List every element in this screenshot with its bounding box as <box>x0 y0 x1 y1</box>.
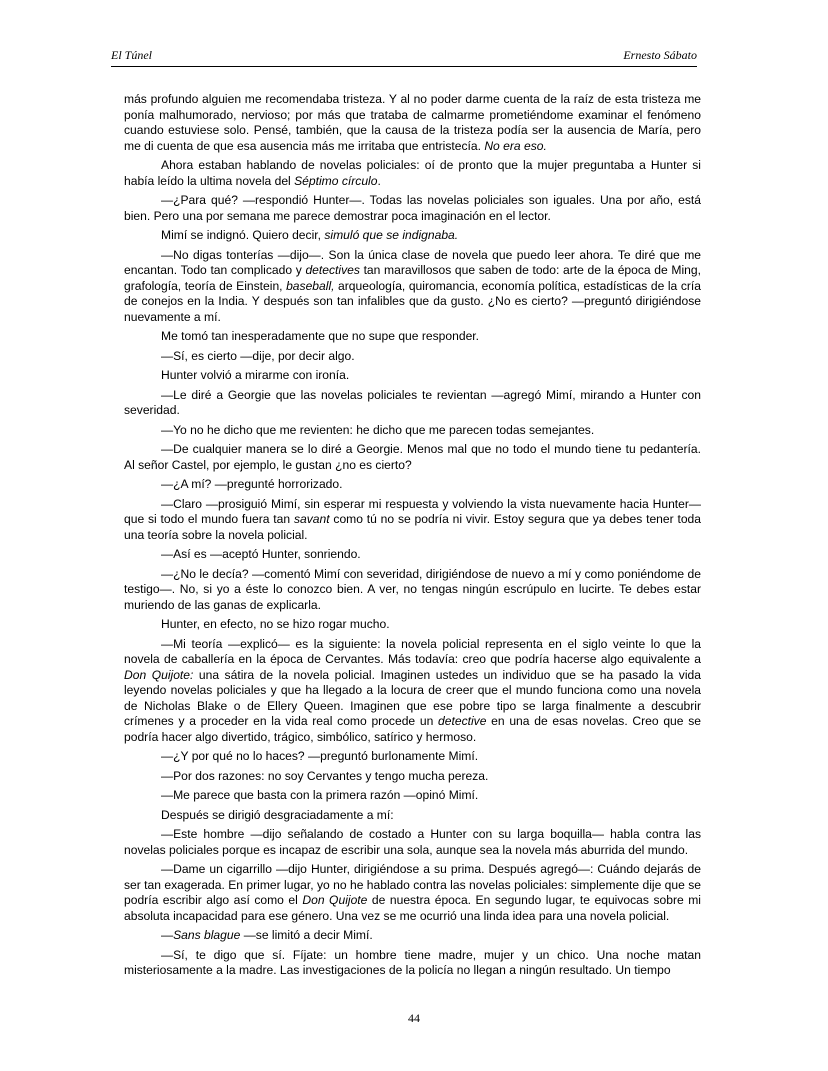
paragraph <box>124 928 701 944</box>
paragraph <box>124 368 701 384</box>
paragraph <box>124 388 701 419</box>
paragraph <box>124 477 701 493</box>
italic-text: simuló que se indignaba. <box>324 228 459 242</box>
text-run: una sátira de la novela policial. Imaginen ustedes un individuo que se ha pasado la vida leyendo novelas policiales y que ha llegado a la locura de creer que el mundo funciona como una novela de Nicholas Blake o de Ellery Queen. Imaginen que ese pobre tipo se larga finalmente a descubrir crímenes y a proceder en la vida real como procede un <box>124 667 701 728</box>
paragraph <box>124 808 701 824</box>
paragraph <box>124 329 701 345</box>
text-run: —¿Y por qué no lo haces? —preguntó burlonamente Mimí. <box>161 749 479 763</box>
italic-text: Don Quijote <box>302 893 368 907</box>
text-run: —¿A mí? —pregunté horrorizado. <box>161 477 343 491</box>
text-run: —De cualquier manera se lo diré a Georgie. Menos mal que no todo el mundo tiene tu pedantería. Al señor Castel, por ejemplo, le gustan ¿no es cierto? <box>124 442 701 472</box>
paragraph <box>124 749 701 765</box>
text-run: —Yo no he dicho que me revienten: he dicho que me parecen todas semejantes. <box>161 422 595 437</box>
italic-text: Séptimo círculo <box>294 173 378 188</box>
text-run: . <box>377 173 381 188</box>
italic-text: detective <box>438 714 487 728</box>
italic-text: detectives <box>305 263 360 277</box>
page-number: 44 <box>408 1011 420 1025</box>
text-run: Hunter volvió a mirarme con ironía. <box>161 368 350 382</box>
text-run: —Sí, es cierto —dije, por decir algo. <box>161 348 355 363</box>
text-run: Hunter, en efecto, no se hizo rogar mucho. <box>161 617 390 631</box>
running-header <box>111 46 697 67</box>
paragraph <box>124 788 701 804</box>
text-run: — <box>161 928 174 942</box>
paragraph <box>124 637 701 746</box>
paragraph <box>124 193 701 224</box>
text-run: —Mi teoría —explicó— es la siguiente: la novela policial representa en el siglo veinte lo que la novela de caballería en la época de Cervantes. Más todavía: creo que podría hacerse algo equivalente a <box>124 636 701 666</box>
text-run: —Sí, te digo que sí. Fíjate: un hombre tiene madre, mujer y un chico. Una noche matan misteriosamente a la madre. Las investigaciones de la policía no llegan a ningún resultado. Un tiempo <box>124 947 701 977</box>
text-run: Después se dirigió desgraciadamente a mí: <box>161 807 394 822</box>
paragraph <box>124 827 701 858</box>
paragraph <box>124 617 701 633</box>
paragraph <box>124 228 701 244</box>
text-run: —Este hombre —dijo señalando de costado a Hunter con su larga boquilla— habla contra las novelas policiales porque es incapaz de escribir una sola, aunque sea la novela más aburrida del mundo. <box>124 827 701 857</box>
text-run: —Le diré a Georgie que las novelas policiales te revientan —agregó Mimí, mirando a Hunter con severidad. <box>124 387 701 417</box>
text-run: más profundo alguien me recomendaba tristeza. Y al no poder darme cuenta de la raíz de esta tristeza me ponía malhumorado, nervioso; por más que trataba de calmarme prometiéndome examinar el fenómeno cuando estuviese solo. Pensé, también, que la causa de la tristeza podía ser la ausencia de María, pero me di cuenta de que esa ausencia más me irritaba que entristecía. <box>124 92 701 153</box>
paragraph <box>124 248 701 326</box>
text-run: —Por dos razones: no soy Cervantes y tengo mucha pereza. <box>161 768 489 783</box>
text-run: Ahora estaban hablando de novelas policiales: oí de pronto que la mujer preguntaba a Hunter si había leído la ultima novela del <box>124 158 701 188</box>
paragraph <box>124 349 701 365</box>
text-run: como tú no se podría ni vivir. Estoy segura que ya debes tener toda una teoría sobre la novela policial. <box>124 512 701 542</box>
text-run: —¿Para qué? —respondió Hunter—. Todas las novelas policiales son iguales. Una por año, está bien. Pero una por semana me parece demostrar poca imaginación en el lector. <box>124 193 701 223</box>
paragraph <box>124 948 701 979</box>
paragraph <box>124 862 701 924</box>
text-run: en una de esas novelas. Creo que se podría hacer algo divertido, trágico, simbólico, satírico y hermoso. <box>124 714 701 744</box>
book-title: El Túnel <box>111 48 152 62</box>
paragraph <box>124 423 701 439</box>
text-run: —Claro —prosiguió Mimí, sin esperar mi respuesta y volviendo la vista nuevamente hacia Hunter— que si todo el mundo fuera tan <box>124 496 701 526</box>
text-run: de nuestra época. En segundo lugar, te equivocas sobre mi absoluta incapacidad para ese género. Una vez se me ocurrió una linda idea para una novela policial. <box>124 893 701 923</box>
italic-text: baseball, <box>286 278 335 293</box>
text-run: Mimí se indignó. Quiero decir, <box>161 228 325 242</box>
paragraph <box>124 497 701 544</box>
paragraph <box>124 547 701 563</box>
paragraph <box>124 567 701 614</box>
page-body <box>124 92 701 983</box>
paragraph <box>124 158 701 189</box>
text-run: —Así es —aceptó Hunter, sonriendo. <box>161 547 361 561</box>
text-run: —No digas tonterías —dijo—. Son la única clase de novela que puedo leer ahora. Te diré que me encantan. Todo tan complicado y <box>124 247 701 277</box>
author-name: Ernesto Sábato <box>623 48 697 62</box>
text-run: —se limitó a decir Mimí. <box>240 928 373 942</box>
text-run: —Dame un cigarrillo —dijo Hunter, dirigiéndose a su prima. Después agregó—: Cuándo dejarás de ser tan exagerada. En primer lugar, yo no he hablado contra las novelas policiales: simplemente dije que se podría escribir algo así como el <box>124 862 701 907</box>
italic-text: savant <box>293 512 330 526</box>
text-run: Me tomó tan inesperadamente que no supe que responder. <box>161 329 480 343</box>
text-run: tan maravillosos que saben de todo: arte de la época de Ming, grafología, teoría de Einstein, <box>124 263 701 293</box>
italic-text: Sans blague <box>173 928 241 942</box>
italic-text: No era eso. <box>484 138 547 153</box>
paragraph <box>124 92 701 154</box>
text-run: arqueología, quiromancia, economía política, estadísticas de la cría de conejos en la India. Y después son tan infalibles que da gusto. ¿No es cierto? —preguntó dirigiéndose nuevamente a mí. <box>124 278 701 324</box>
paragraph <box>124 769 701 785</box>
text-run: —Me parece que basta con la primera razón —opinó Mimí. <box>161 788 479 802</box>
italic-text: Don Quijote: <box>124 667 194 682</box>
text-run: —¿No le decía? —comentó Mimí con severidad, dirigiéndose de nuevo a mí y como poniéndome de testigo—. No, si yo a éste lo conozco bien. A ver, no tengas ningún escrúpulo en lucirte. Te debes estar muriendo de las ganas de explicarla. <box>124 566 701 612</box>
paragraph <box>124 442 701 473</box>
